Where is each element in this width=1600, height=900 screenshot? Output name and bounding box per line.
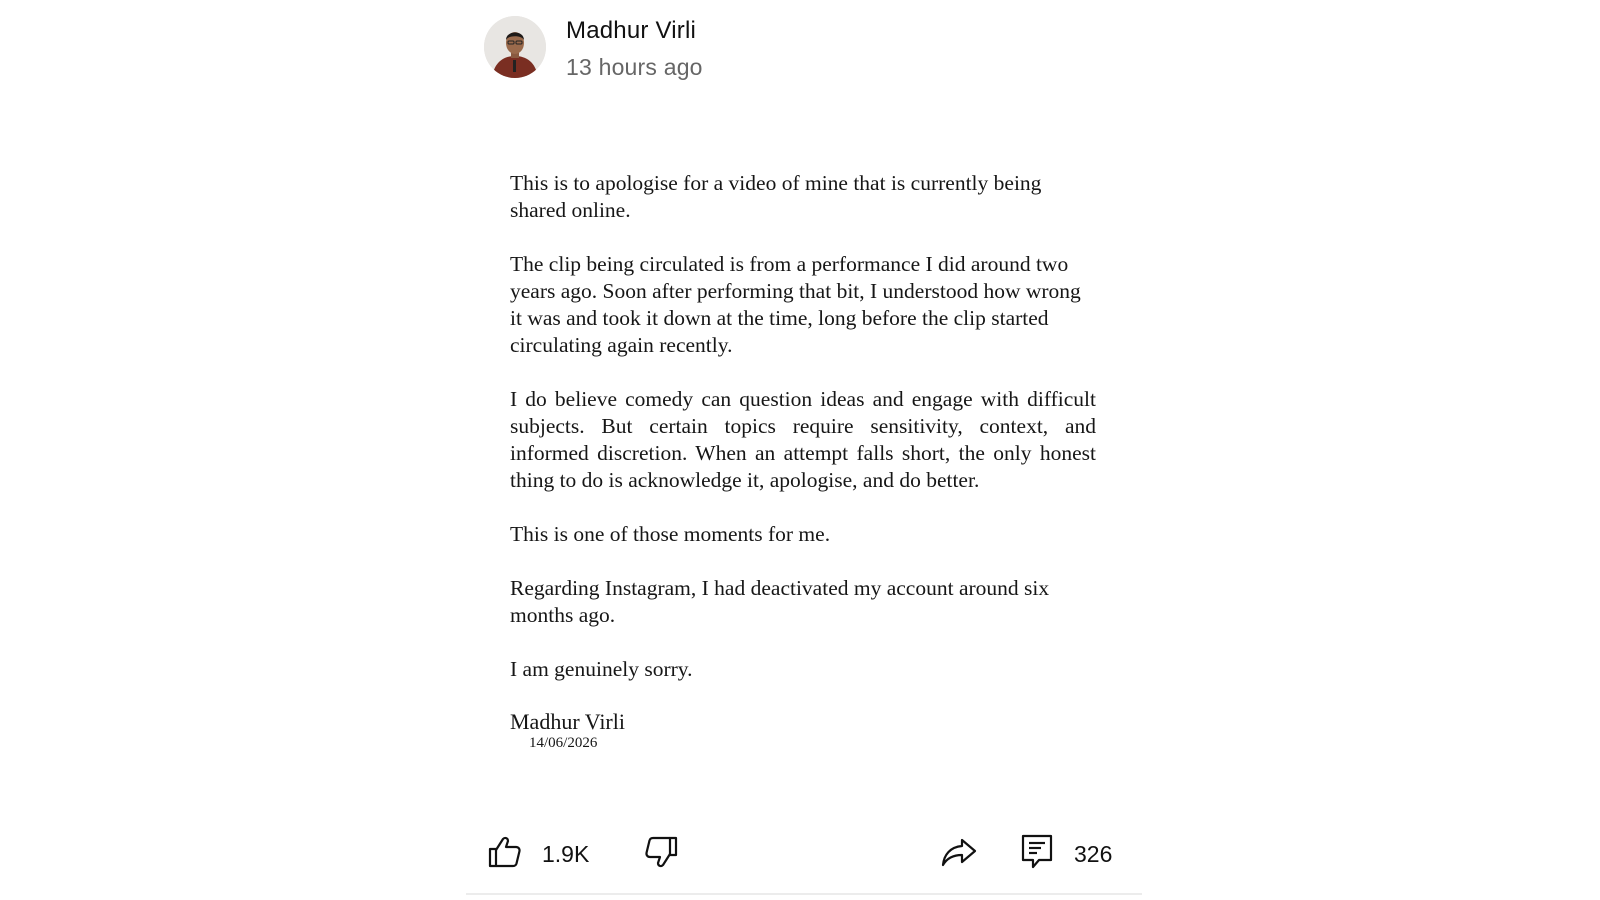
dislike-button[interactable]	[644, 832, 680, 876]
post-divider	[466, 893, 1142, 895]
post-timestamp: 13 hours ago	[566, 54, 703, 80]
like-count: 1.9K	[542, 840, 590, 867]
thumbs-up-icon	[486, 834, 522, 875]
post-header	[484, 16, 703, 82]
letter-date: 14/06/2026	[529, 735, 598, 751]
letter-signature: Madhur Virli	[510, 709, 625, 734]
letter-paragraph-2: The clip being circulated is from a performance I did around two years ago. Soon after performing that bit, I understood how wrong it was and took it down at the time, long before the clip started circulating again recently.	[510, 252, 1081, 357]
avatar[interactable]	[484, 16, 546, 78]
avatar-photo	[484, 16, 546, 78]
share-button[interactable]	[940, 832, 978, 876]
comment-count: 326	[1074, 840, 1113, 867]
comment-button[interactable]	[1020, 832, 1112, 876]
share-icon	[940, 834, 978, 875]
letter-paragraph-6: I am genuinely sorry.	[510, 657, 693, 681]
letter-paragraph-3: I do believe comedy can question ideas and engage with difficult subjects. But certain topics require sensitivity, context, and informed discretion. When an attempt falls short, the only honest thing to do is acknowledge it, apologise, and do better.	[510, 387, 1096, 492]
action-bar	[486, 832, 1116, 882]
letter-paragraph-5: Regarding Instagram, I had deactivated my account around six months ago.	[510, 576, 1050, 627]
author-block	[566, 16, 703, 82]
author-name[interactable]: Madhur Virli	[566, 17, 697, 44]
comment-icon	[1020, 833, 1054, 876]
like-button[interactable]	[486, 832, 589, 876]
letter-paragraph-4: This is one of those moments for me.	[510, 522, 831, 546]
thumbs-down-icon	[644, 834, 680, 875]
letter-paragraph-1: This is to apologise for a video of mine that is currently being shared online.	[510, 171, 1042, 222]
apology-letter	[510, 170, 1096, 752]
